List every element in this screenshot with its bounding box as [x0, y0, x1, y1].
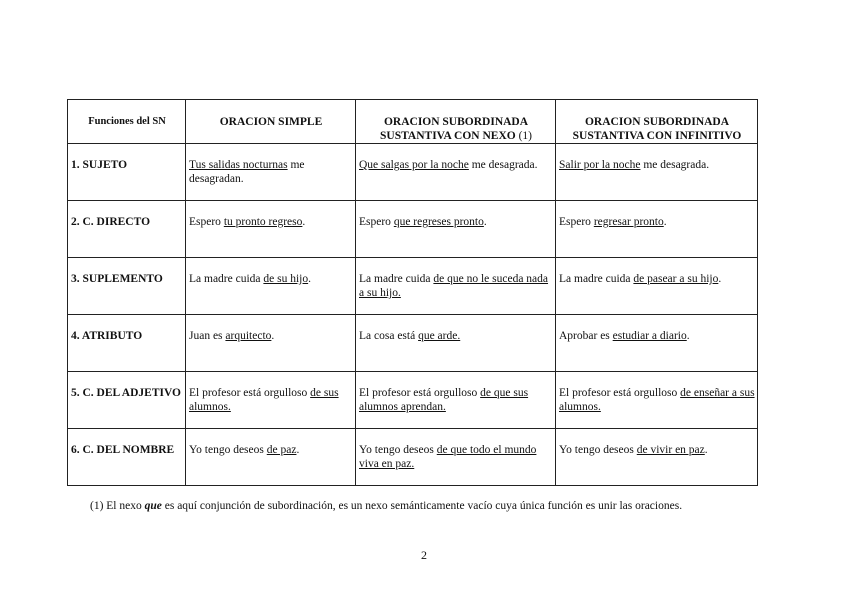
table-row [68, 372, 758, 429]
cell-simple: Espero tu pronto regreso. [186, 201, 356, 258]
cell-simple: Yo tengo deseos de paz. [186, 429, 356, 486]
page-number: 2 [421, 548, 427, 562]
cell-nexo: El profesor está orgulloso de que sus alumnos aprendan. [356, 372, 556, 429]
cell-nexo: Espero que regreses pronto. [356, 201, 556, 258]
header-nexo: ORACION SUBORDINADA SUSTANTIVA CON NEXO (1) [356, 100, 556, 144]
cell-nexo: La madre cuida de que no le suceda nada a su hijo. [356, 258, 556, 315]
header-infinitive: ORACION SUBORDINADA SUSTANTIVA CON INFINITIVO [556, 100, 758, 144]
cell-nexo: Que salgas por la noche me desagrada. [356, 144, 556, 201]
row-function: 1. SUJETO [68, 144, 186, 201]
cell-nexo: La cosa está que arde. [356, 315, 556, 372]
row-function: 5. C. DEL ADJETIVO [68, 372, 186, 429]
cell-simple: El profesor está orgulloso de sus alumnos. [186, 372, 356, 429]
cell-infinitive: Yo tengo deseos de vivir en paz. [556, 429, 758, 486]
cell-infinitive: La madre cuida de pasear a su hijo. [556, 258, 758, 315]
row-function: 6. C. DEL NOMBRE [68, 429, 186, 486]
table-row [68, 201, 758, 258]
cell-simple: Tus salidas nocturnas me desagradan. [186, 144, 356, 201]
cell-nexo: Yo tengo deseos de que todo el mundo viva en paz. [356, 429, 556, 486]
cell-infinitive: Salir por la noche me desagrada. [556, 144, 758, 201]
header-functions: Funciones del SN [68, 100, 186, 144]
table-header-row [68, 100, 758, 144]
cell-infinitive: El profesor está orgulloso de enseñar a sus alumnos. [556, 372, 758, 429]
table-row [68, 315, 758, 372]
table-row [68, 258, 758, 315]
header-simple: ORACION SIMPLE [186, 100, 356, 144]
row-function: 2. C. DIRECTO [68, 201, 186, 258]
cell-simple: La madre cuida de su hijo. [186, 258, 356, 315]
footnote-marker: (1) [518, 130, 532, 142]
functions-table [67, 99, 758, 486]
cell-infinitive: Aprobar es estudiar a diario. [556, 315, 758, 372]
footnote-emphasis: que [144, 500, 162, 512]
cell-simple: Juan es arquitecto. [186, 315, 356, 372]
cell-infinitive: Espero regresar pronto. [556, 201, 758, 258]
row-function: 3. SUPLEMENTO [68, 258, 186, 315]
table-row [68, 144, 758, 201]
row-function: 4. ATRIBUTO [68, 315, 186, 372]
footnote: (1) El nexo que es aquí conjunción de subordinación, es un nexo semánticamente vacío cuya única función es unir las oraciones. [90, 500, 683, 512]
table-row [68, 429, 758, 486]
